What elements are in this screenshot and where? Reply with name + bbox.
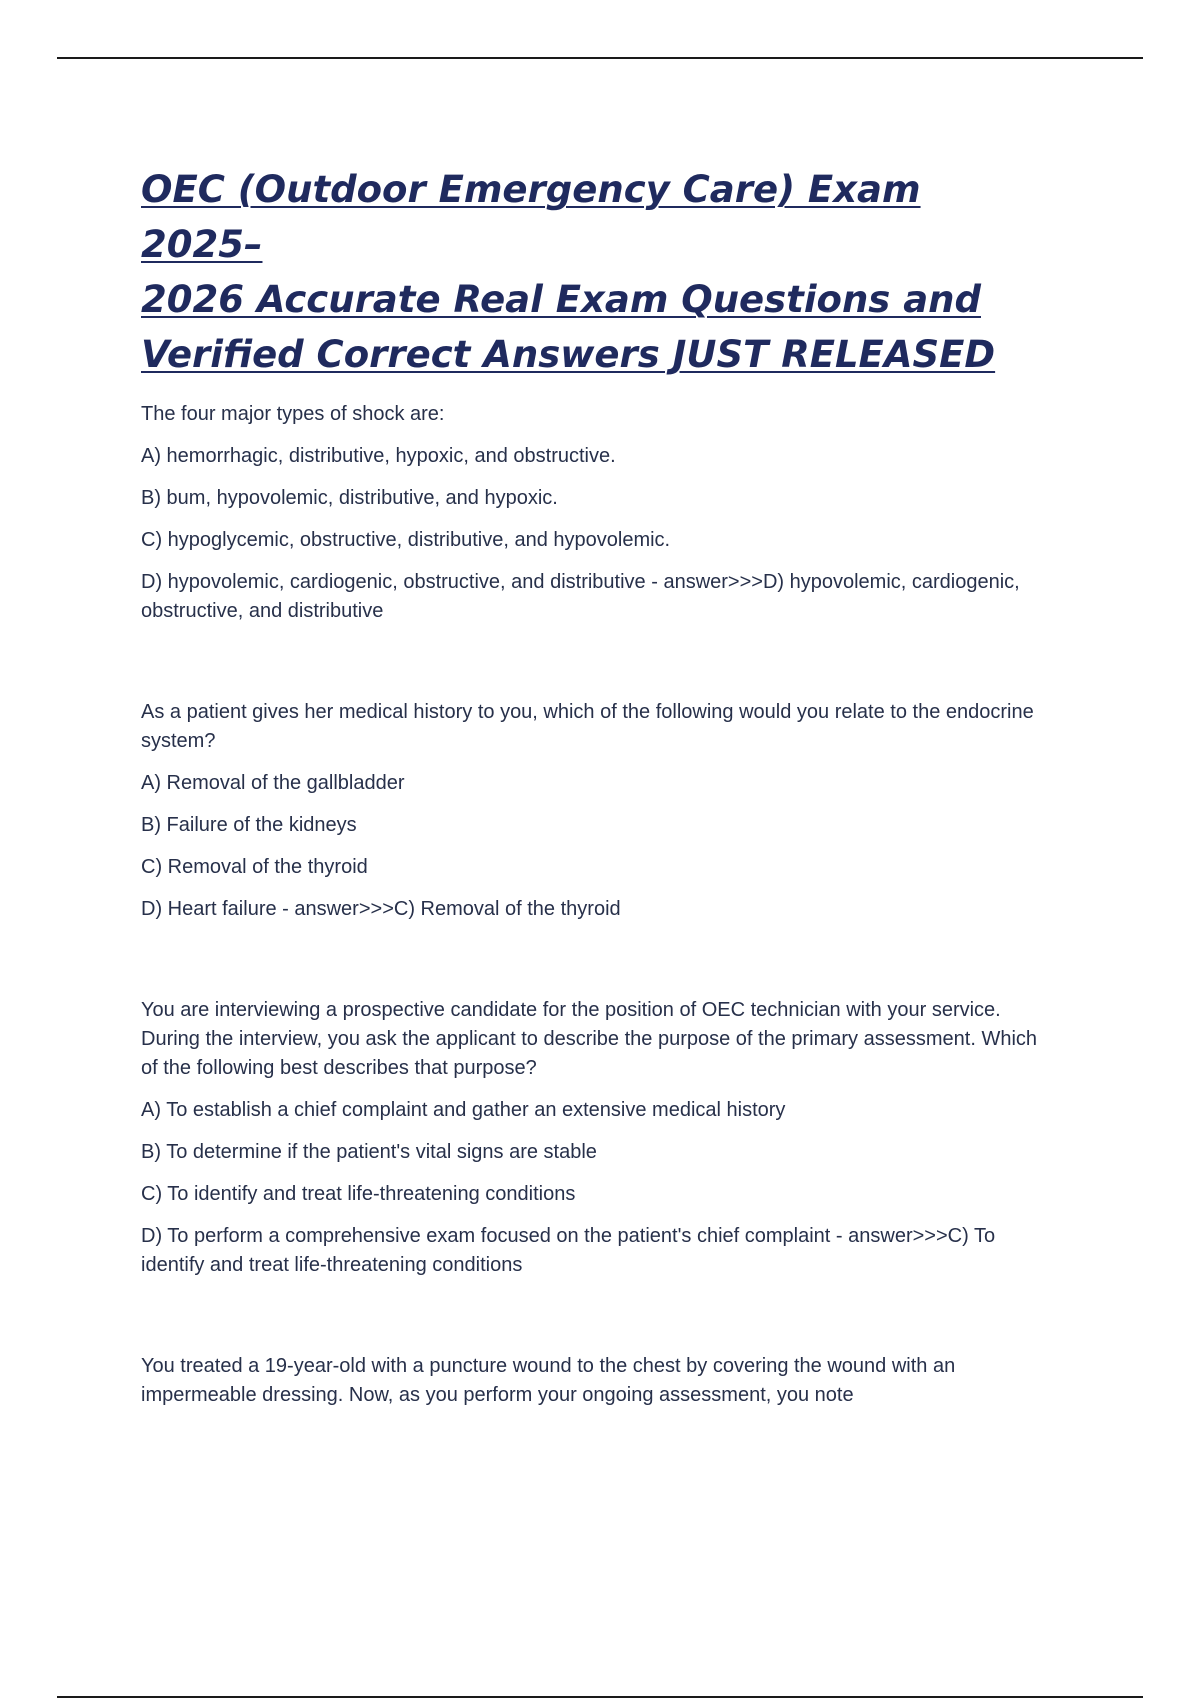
question-2 — [141, 698, 1041, 924]
answer-option-b: B) Failure of the kidneys — [141, 814, 357, 836]
bottom-rule — [57, 1696, 1143, 1698]
answer-option-c: C) Removal of the thyroid — [141, 856, 368, 878]
answer-option-a: A) To establish a chief complaint and gather an extensive medical history — [141, 1099, 786, 1121]
question-3 — [141, 996, 1041, 1280]
question-stem: You treated a 19-year-old with a puncture wound to the chest by covering the wound with an impermeable dressing. Now, as you perform your ongoing assessment, you note — [141, 1355, 956, 1406]
question-stem: The four major types of shock are: — [141, 403, 445, 425]
document-title — [141, 162, 1041, 382]
answer-option-d: D) hypovolemic, cardiogenic, obstructive, and distributive - answer>>>D) hypovolemic, cardiogenic, obstructive, and distributive — [141, 571, 1020, 622]
title-line-1: OEC (Outdoor Emergency Care) Exam 2025– — [141, 168, 921, 266]
title-line-2: 2026 Accurate Real Exam Questions and — [141, 278, 981, 321]
top-rule — [57, 57, 1143, 59]
answer-option-b: B) bum, hypovolemic, distributive, and hypoxic. — [141, 487, 558, 509]
answer-option-b: B) To determine if the patient's vital signs are stable — [141, 1141, 597, 1163]
answer-option-c: C) To identify and treat life-threatening conditions — [141, 1183, 576, 1205]
document-body — [141, 162, 1041, 1482]
question-stem: You are interviewing a prospective candidate for the position of OEC technician with your service. During the interview, you ask the applicant to describe the purpose of the primary assessment. Which of the following best describes that purpose? — [141, 999, 1038, 1079]
answer-option-d: D) To perform a comprehensive exam focused on the patient's chief complaint - answer>>>C) To identify and treat life-threatening conditions — [141, 1225, 996, 1276]
question-1 — [141, 400, 1041, 626]
answer-option-a: A) hemorrhagic, distributive, hypoxic, and obstructive. — [141, 445, 616, 467]
answer-option-c: C) hypoglycemic, obstructive, distributive, and hypovolemic. — [141, 529, 671, 551]
answer-option-a: A) Removal of the gallbladder — [141, 772, 405, 794]
answer-option-d: D) Heart failure - answer>>>C) Removal of the thyroid — [141, 898, 621, 920]
question-stem: As a patient gives her medical history to you, which of the following would you relate to the endocrine system? — [141, 701, 1034, 752]
question-4 — [141, 1352, 1041, 1410]
title-line-3: Verified Correct Answers JUST RELEASED — [141, 333, 996, 376]
